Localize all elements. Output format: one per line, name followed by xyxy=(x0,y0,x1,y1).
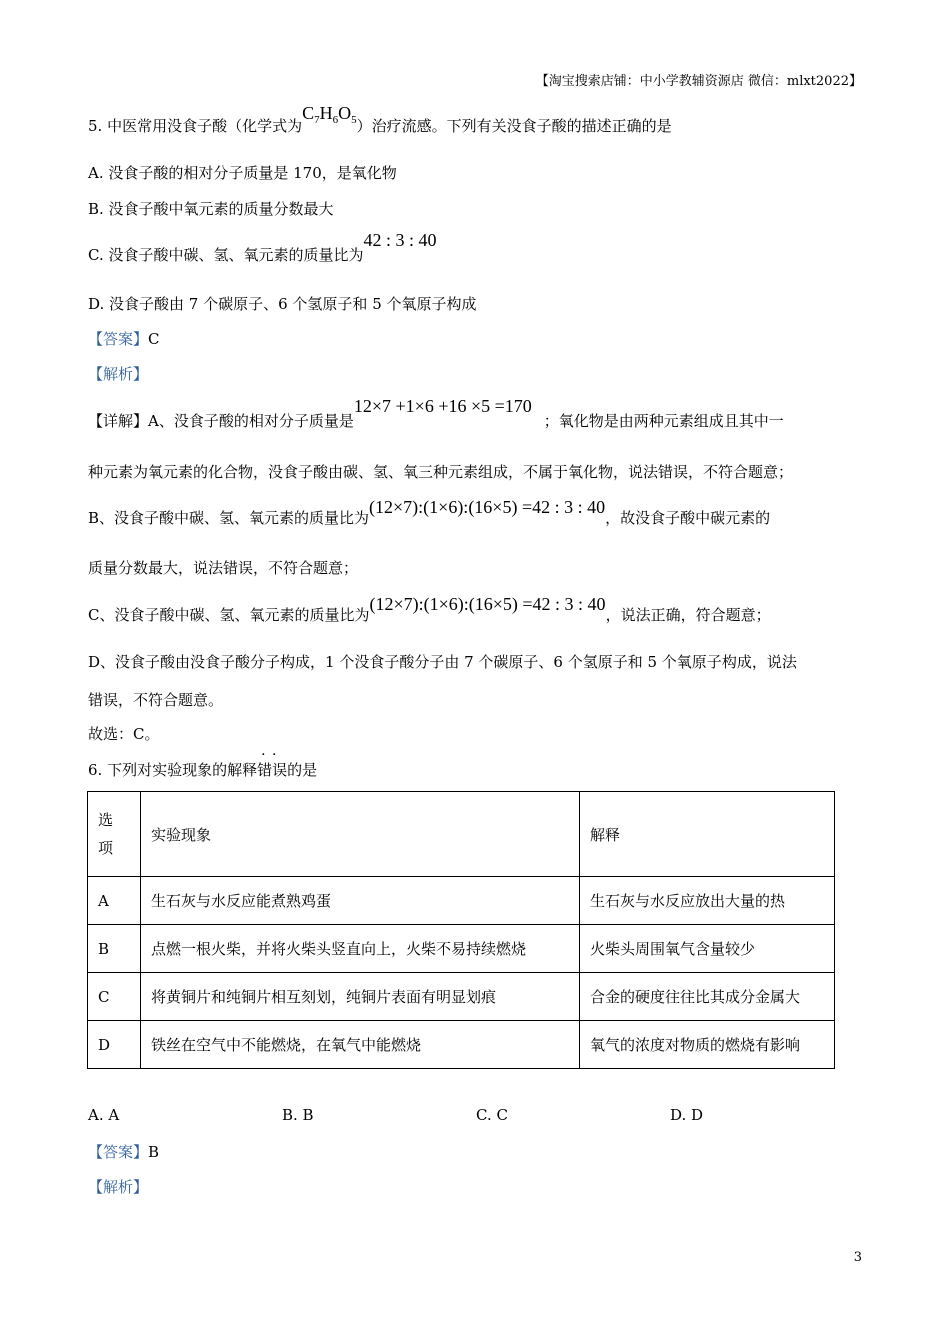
q5-detail-line-5: C、没食子酸中碳、氢、氧元素的质量比为(12×7):(1×6):(16×5) =42 : 3 : 40，说法正确，符合题意； xyxy=(88,594,771,624)
table-row xyxy=(88,877,835,925)
q5-stem: 5. 中医常用没食子酸（化学式为$C_7H_6O_5$）治疗流感。下列有关没食子酸的描述正确的是 xyxy=(88,103,672,135)
q5-detail-line-6: D、没食子酸由没食子酸分子构成，1 个没食子酸分子由 7 个碳原子、6 个氢原子和 5 个氧原子构成，说法 xyxy=(88,653,797,671)
page-number: 3 xyxy=(853,1250,862,1265)
table-cell: A xyxy=(88,877,141,925)
q5-option-a: A. 没食子酸的相对分子质量是 170，是氧化物 xyxy=(88,164,397,182)
q5-detail-line-1: 【详解】A、没食子酸的相对分子质量是12×7 +1×6 +16 ×5 =170；氧化物是由两种元素组成且其中一 xyxy=(88,396,784,430)
q5-option-d: D. 没食子酸由 7 个碳原子、6 个氢原子和 5 个氧原子构成 xyxy=(88,295,477,313)
table-cell: 生石灰与水反应能煮熟鸡蛋 xyxy=(141,877,580,925)
table-cell: 氧气的浓度对物质的燃烧有影响 xyxy=(580,1021,835,1069)
q5-detail-line-3: B、没食子酸中碳、氢、氧元素的质量比为(12×7):(1×6):(16×5) =42 : 3 : 40，故没食子酸中碳元素的 xyxy=(88,497,771,527)
q5-detail-line-7: 错误，不符合题意。 xyxy=(88,691,224,709)
table-row xyxy=(88,925,835,973)
table-cell: 火柴头周围氧气含量较少 xyxy=(580,925,835,973)
table-cell: 合金的硬度往往比其成分金属大 xyxy=(580,973,835,1021)
header-cell: 解释 xyxy=(580,792,835,877)
table-header-row xyxy=(88,792,835,877)
table-cell: 铁丝在空气中不能燃烧，在氧气中能燃烧 xyxy=(141,1021,580,1069)
table-cell: B xyxy=(88,925,141,973)
q5-choice: 故选：C。 xyxy=(88,725,160,743)
table-cell: 生石灰与水反应放出大量的热 xyxy=(580,877,835,925)
q6-option-a: A. A xyxy=(88,1106,120,1124)
header-cell: 实验现象 xyxy=(141,792,580,877)
table-row xyxy=(88,1021,835,1069)
q5-detail-line-2: 种元素为氧元素的化合物，没食子酸由碳、氢、氧三种元素组成，不属于氧化物，说法错误，不符合题意； xyxy=(88,463,794,481)
q6-table xyxy=(87,791,835,1069)
q6-analysis-tag: 【解析】 xyxy=(88,1178,149,1196)
table-row xyxy=(88,973,835,1021)
q5-detail-line-4: 质量分数最大，说法错误，不符合题意； xyxy=(88,559,359,577)
table-cell: D xyxy=(88,1021,141,1069)
q6-stem: 6. 下列对实验现象的解释· · 错误的是 xyxy=(88,759,317,780)
page-header: 【淘宝搜索店铺：中小学教辅资源店 微信：mlxt2022】 xyxy=(535,74,862,89)
q5-analysis-tag: 【解析】 xyxy=(88,365,149,383)
q6-answer: 【答案】B xyxy=(88,1143,160,1161)
q5-option-b: B. 没食子酸中氧元素的质量分数最大 xyxy=(88,200,334,218)
q6-option-d: D. D xyxy=(670,1106,704,1124)
emphasis: · · 错误 xyxy=(257,759,287,780)
table-cell: 将黄铜片和纯铜片相互刻划，纯铜片表面有明显划痕 xyxy=(141,973,580,1021)
table-cell: 点燃一根火柴，并将火柴头竖直向上，火柴不易持续燃烧 xyxy=(141,925,580,973)
q6-option-b: B. B xyxy=(282,1106,314,1124)
header-cell: 选 项 xyxy=(88,792,141,877)
q5-answer: 【答案】C xyxy=(88,330,160,348)
table-cell: C xyxy=(88,973,141,1021)
q6-option-c: C. C xyxy=(476,1106,508,1124)
formula: $C_7H_6O_5$ xyxy=(302,103,357,126)
q5-option-c: C. 没食子酸中碳、氢、氧元素的质量比为42 : 3 : 40 xyxy=(88,230,437,264)
